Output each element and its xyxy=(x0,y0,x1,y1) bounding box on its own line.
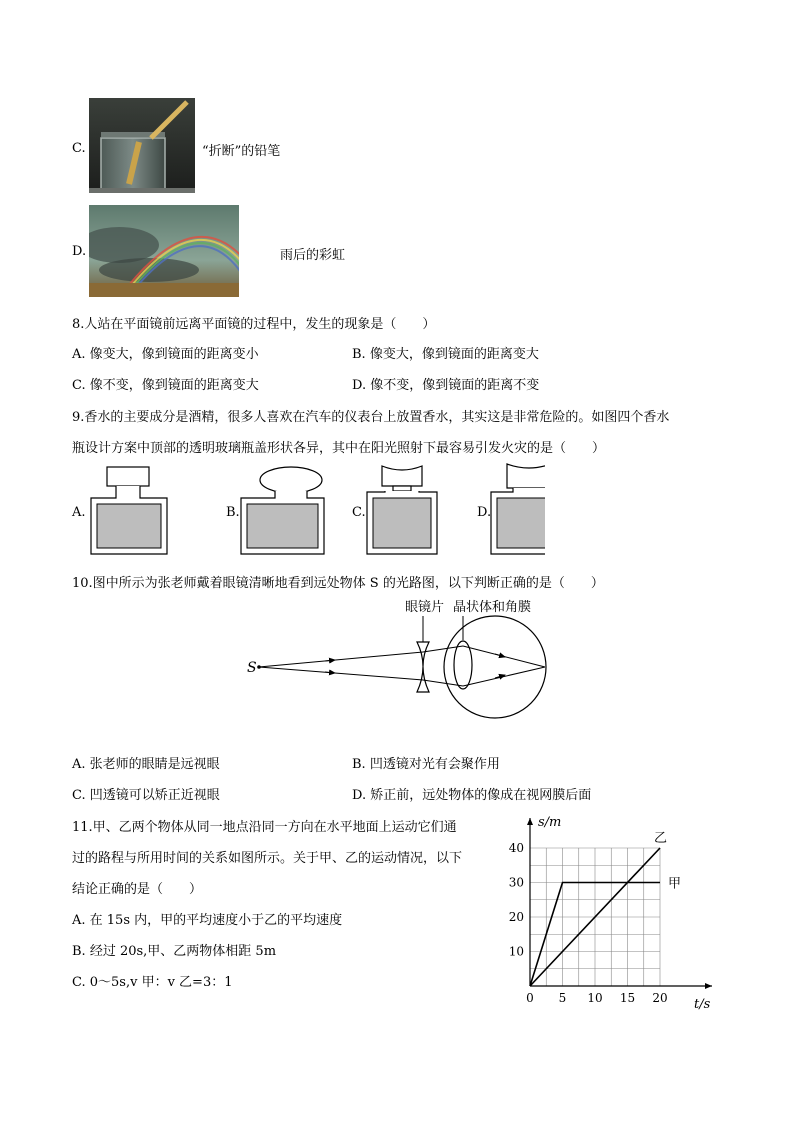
q11-option-b: B. 经过 20s,甲、乙两物体相距 5m xyxy=(72,944,277,959)
s-t-graph xyxy=(508,810,728,1010)
y-tick-label: 20 xyxy=(508,910,524,924)
q7-option-c-caption: “折断”的铅笔 xyxy=(202,144,281,159)
q7-option-c-letter: C. xyxy=(72,141,86,156)
y-tick-label: 40 xyxy=(508,841,524,855)
x-tick-label: 20 xyxy=(652,991,668,1005)
bottle-c xyxy=(367,466,437,554)
y-axis-label: s/m xyxy=(538,815,562,830)
rainbow-photo xyxy=(89,205,239,297)
q9-label-a: A. xyxy=(72,505,86,520)
x-tick-label: 10 xyxy=(587,991,603,1005)
q9-label-c: C. xyxy=(352,505,366,520)
x-tick-label: 0 xyxy=(526,991,534,1005)
q8-option-c: C. 像不变，像到镜面的距离变大 xyxy=(72,378,259,393)
label-s: S xyxy=(247,660,257,676)
y-axis-arrow xyxy=(527,818,533,825)
q11-stem-line1: 11.甲、乙两个物体从同一地点沿同一方向在水平地面上运动它们通 xyxy=(72,820,457,835)
q11-stem-line3: 结论正确的是（ ） xyxy=(72,882,203,897)
q11-option-a: A. 在 15s 内，甲的平均速度小于乙的平均速度 xyxy=(72,913,343,928)
q8-option-d: D. 像不变，像到镜面的距离不变 xyxy=(352,378,540,393)
label-lens: 眼镜片 xyxy=(405,600,445,615)
q8-option-b: B. 像变大，像到镜面的距离变大 xyxy=(352,347,539,362)
q10-stem: 10.图中所示为张老师戴着眼镜清晰地看到远处物体 S 的光路图，以下判断正确的是（ ） xyxy=(72,576,604,591)
q10-option-b: B. 凹透镜对光有会聚作用 xyxy=(352,757,500,772)
bottle-a xyxy=(91,467,167,554)
q8-option-a: A. 像变大，像到镜面的距离变小 xyxy=(72,347,259,362)
q9-stem-line2: 瓶设计方案中顶部的透明玻璃瓶盖形状各异，其中在阳光照射下最容易引发火灾的是（ ） xyxy=(72,441,606,456)
series-label: 乙 xyxy=(654,831,668,846)
q8-stem: 8.人站在平面镜前远离平面镜的过程中，发生的现象是（ ） xyxy=(72,317,436,332)
pencil-in-water-photo xyxy=(89,98,195,193)
bottle-d xyxy=(491,464,545,554)
q10-option-a: A. 张老师的眼睛是远视眼 xyxy=(72,757,220,772)
bottle-b xyxy=(241,467,324,554)
q10-option-d: D. 矫正前，远处物体的像成在视网膜后面 xyxy=(352,788,592,803)
q9-label-b: B. xyxy=(226,505,240,520)
label-lens-cornea: 晶状体和角膜 xyxy=(453,600,532,615)
x-tick-label: 5 xyxy=(558,991,567,1005)
q7-option-d-caption: 雨后的彩虹 xyxy=(280,248,346,263)
x-axis-arrow xyxy=(705,983,712,989)
x-tick-label: 15 xyxy=(619,991,636,1005)
series-label: 甲 xyxy=(668,876,682,892)
q9-label-d: D. xyxy=(477,505,492,520)
q10-option-c: C. 凹透镜可以矫正近视眼 xyxy=(72,788,220,803)
q9-stem-line1: 9.香水的主要成分是酒精，很多人喜欢在汽车的仪表台上放置香水，其实这是非常危险的。如图四个香水 xyxy=(72,410,670,425)
eye-light-path-diagram xyxy=(240,594,560,720)
q7-option-d-letter: D. xyxy=(72,244,87,259)
y-tick-label: 30 xyxy=(508,875,524,890)
q11-option-c: C. 0～5s,v 甲：v 乙=3：1 xyxy=(72,975,233,990)
y-tick-label: 10 xyxy=(508,944,524,959)
perfume-bottles-figure xyxy=(85,462,545,558)
q11-stem-line2: 过的路程与所用时间的关系如图所示。关于甲、乙的运动情况，以下 xyxy=(72,851,463,866)
x-axis-label: t/s xyxy=(694,997,711,1010)
